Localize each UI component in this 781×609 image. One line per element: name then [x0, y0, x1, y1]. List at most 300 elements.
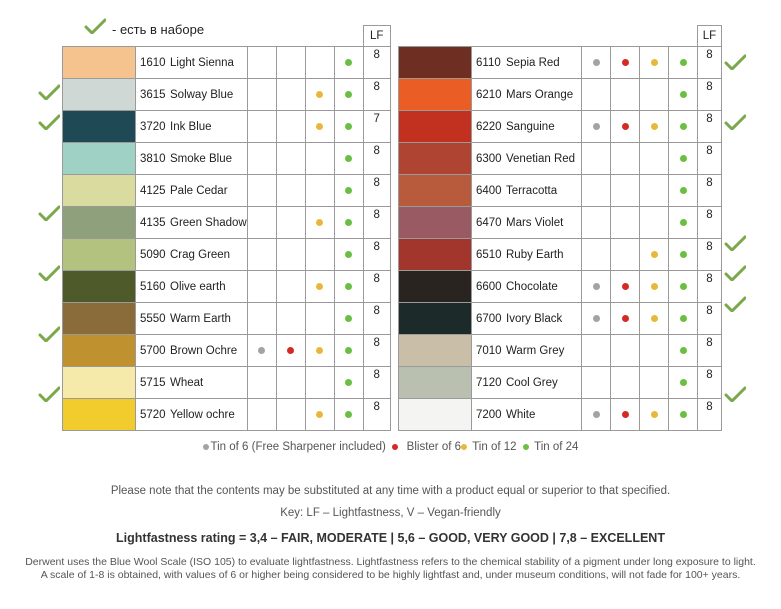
tin12-cell: [305, 399, 334, 431]
tin6-cell: [247, 271, 276, 303]
tin24-cell: [669, 303, 698, 335]
blister-cell: [611, 239, 640, 271]
tin6-cell: [582, 175, 611, 207]
key-line: Key: LF – Lightfastness, V – Vegan-friendly: [280, 507, 501, 519]
color-name: Pale Cedar: [170, 184, 228, 197]
tin12-cell: [305, 335, 334, 367]
color-code: 5090: [140, 248, 166, 261]
color-swatch: [399, 335, 472, 367]
blister-dot-icon: [392, 444, 398, 450]
lightfastness-value: 8: [363, 303, 390, 335]
tin12-cell: [640, 111, 669, 143]
tin24-dot-icon: [680, 347, 687, 354]
tin6-dot-icon: [258, 347, 265, 354]
tin12-cell: [640, 239, 669, 271]
tin6-cell: [582, 207, 611, 239]
tin6-cell: [247, 79, 276, 111]
tin24-cell: [669, 271, 698, 303]
color-swatch: [399, 239, 472, 271]
check-mark-icon: [38, 326, 60, 342]
color-name-cell: [136, 335, 248, 367]
lightfastness-value: 8: [363, 47, 390, 79]
color-row: [399, 79, 722, 111]
color-name-cell: [136, 79, 248, 111]
color-swatch: [63, 303, 136, 335]
color-code: 5550: [140, 312, 166, 325]
footer-line-1: Derwent uses the Blue Wool Scale (ISO 105) to evaluate lightfastness. Lightfastness refers to the chemical stability of a pigment under long exposure to light.: [25, 556, 756, 568]
tin24-dot-icon: [680, 283, 687, 290]
blister-dot-icon: [622, 411, 629, 418]
tin24-dot-icon: [680, 155, 687, 162]
tin24-dot-icon: [680, 411, 687, 418]
tin12-legend-label: Tin of 12: [472, 441, 517, 453]
color-name-cell: [472, 143, 582, 175]
color-name-cell: [136, 111, 248, 143]
tin6-cell: [247, 335, 276, 367]
tin6-dot-icon: [593, 411, 600, 418]
color-name-cell: [472, 79, 582, 111]
color-name-cell: [472, 399, 582, 431]
tin6-dot-icon: [593, 59, 600, 66]
tin12-cell: [640, 271, 669, 303]
footer-line-2: A scale of 1-8 is obtained, with values of 6 or higher being considered to be highly lightfast and, under museum conditions, will not fade for 100+ years.: [40, 569, 741, 581]
color-code: 6400: [476, 184, 502, 197]
left-color-table: [62, 25, 391, 431]
color-name: Mars Orange: [506, 88, 574, 101]
tin24-dot-icon: [680, 315, 687, 322]
tin24-dot-icon: [345, 347, 352, 354]
tin6-cell: [582, 79, 611, 111]
tin24-cell: [334, 271, 363, 303]
color-swatch: [399, 175, 472, 207]
color-name-cell: [136, 143, 248, 175]
tin6-cell: [582, 335, 611, 367]
blister-cell: [611, 111, 640, 143]
tin24-cell: [334, 175, 363, 207]
color-code: 4125: [140, 184, 166, 197]
tin24-cell: [669, 143, 698, 175]
blister-cell: [276, 47, 305, 79]
color-swatch: [63, 239, 136, 271]
tin24-dot-icon: [345, 123, 352, 130]
color-code: 3720: [140, 120, 166, 133]
tin6-legend-label: Tin of 6 (Free Sharpener included): [210, 441, 386, 453]
tin6-cell: [582, 367, 611, 399]
tin24-dot-icon: [680, 123, 687, 130]
color-code: 6210: [476, 88, 502, 101]
color-code: 7120: [476, 376, 502, 389]
tin24-cell: [669, 335, 698, 367]
color-name: Venetian Red: [506, 152, 576, 165]
tin6-cell: [247, 303, 276, 335]
color-code: 5700: [140, 344, 166, 357]
color-name: Smoke Blue: [170, 152, 233, 165]
color-swatch: [399, 367, 472, 399]
check-mark-icon: [724, 54, 746, 70]
check-mark-icon: [38, 265, 60, 281]
tin24-cell: [334, 111, 363, 143]
tin24-dot-icon: [680, 187, 687, 194]
lightfastness-value: 8: [698, 47, 722, 79]
color-code: 6510: [476, 248, 502, 261]
tin12-cell: [305, 207, 334, 239]
color-name: Yellow ochre: [170, 408, 235, 421]
lightfastness-value: 8: [698, 367, 722, 399]
tin24-cell: [669, 175, 698, 207]
check-mark-icon: [38, 114, 60, 130]
blister-cell: [611, 47, 640, 79]
tin6-cell: [582, 111, 611, 143]
color-name-cell: [472, 111, 582, 143]
color-name-cell: [472, 175, 582, 207]
check-mark-icon: [38, 84, 60, 100]
color-row: [399, 111, 722, 143]
color-row: [399, 207, 722, 239]
check-mark-icon: [724, 235, 746, 251]
tin12-dot-icon: [316, 411, 323, 418]
tin6-cell: [582, 47, 611, 79]
lightfastness-value: 8: [363, 143, 390, 175]
lightfastness-value: 7: [363, 111, 390, 143]
color-row: [63, 303, 391, 335]
color-name: Warm Earth: [170, 312, 231, 325]
tin12-cell: [640, 47, 669, 79]
lightfastness-value: 8: [698, 111, 722, 143]
tin12-cell: [305, 175, 334, 207]
tin6-cell: [247, 399, 276, 431]
tin6-cell: [582, 239, 611, 271]
color-name: Solway Blue: [170, 88, 234, 101]
tin24-cell: [334, 335, 363, 367]
tin6-cell: [582, 399, 611, 431]
blister-cell: [276, 367, 305, 399]
lightfastness-rating: Lightfastness rating = 3,4 – FAIR, MODERATE | 5,6 – GOOD, VERY GOOD | 7,8 – EXCELLENT: [116, 531, 665, 545]
lightfastness-value: 8: [363, 175, 390, 207]
tin6-dot-icon: [203, 444, 209, 450]
tin12-cell: [640, 79, 669, 111]
color-name-cell: [136, 175, 248, 207]
tin12-dot-icon: [316, 347, 323, 354]
color-name-cell: [472, 207, 582, 239]
tin24-dot-icon: [680, 379, 687, 386]
blister-cell: [611, 207, 640, 239]
color-name-cell: [136, 207, 248, 239]
color-swatch: [63, 111, 136, 143]
color-swatch: [63, 367, 136, 399]
check-mark-icon: [724, 114, 746, 130]
color-name: Chocolate: [506, 280, 558, 293]
color-name: Ruby Earth: [506, 248, 564, 261]
tin12-cell: [640, 303, 669, 335]
color-code: 6300: [476, 152, 502, 165]
lightfastness-value: 8: [698, 399, 722, 431]
color-row: [63, 335, 391, 367]
lightfastness-value: 8: [698, 335, 722, 367]
color-row: [63, 399, 391, 431]
color-name-cell: [472, 335, 582, 367]
lightfastness-value: 8: [363, 239, 390, 271]
tin24-dot-icon: [680, 91, 687, 98]
tin12-cell: [640, 175, 669, 207]
tin24-dot-icon: [345, 219, 352, 226]
tin12-cell: [305, 111, 334, 143]
check-mark-icon: [724, 386, 746, 402]
check-mark-icon: [38, 205, 60, 221]
tin6-cell: [247, 239, 276, 271]
lightfastness-value: 8: [698, 303, 722, 335]
color-code: 3810: [140, 152, 166, 165]
tin24-cell: [334, 367, 363, 399]
lightfastness-value: 8: [363, 207, 390, 239]
color-code: 6220: [476, 120, 502, 133]
tin12-dot-icon: [651, 283, 658, 290]
color-row: [63, 207, 391, 239]
color-name: Crag Green: [170, 248, 231, 261]
blister-cell: [276, 399, 305, 431]
tin6-cell: [582, 303, 611, 335]
blister-dot-icon: [287, 347, 294, 354]
tin6-cell: [247, 367, 276, 399]
color-swatch: [63, 271, 136, 303]
color-code: 6110: [476, 56, 501, 69]
blister-cell: [276, 335, 305, 367]
color-name-cell: [472, 303, 582, 335]
blister-dot-icon: [622, 283, 629, 290]
packaging-legend: [0, 441, 781, 453]
color-swatch: [63, 207, 136, 239]
tin24-dot-icon: [345, 155, 352, 162]
color-swatch: [63, 143, 136, 175]
color-swatch: [399, 111, 472, 143]
blister-dot-icon: [622, 59, 629, 66]
tin6-cell: [582, 271, 611, 303]
tin24-cell: [334, 143, 363, 175]
color-name: Light Sienna: [170, 56, 234, 69]
tin12-cell: [305, 271, 334, 303]
tin24-cell: [334, 47, 363, 79]
tin12-cell: [640, 399, 669, 431]
tin6-cell: [247, 111, 276, 143]
color-row: [63, 47, 391, 79]
substitution-note: Please note that the contents may be substituted at any time with a product equal or superior to that specified.: [110, 485, 671, 497]
color-code: 6600: [476, 280, 502, 293]
color-name: Wheat: [170, 376, 204, 389]
color-code: 5160: [140, 280, 166, 293]
blister-cell: [276, 79, 305, 111]
color-code: 7010: [476, 344, 502, 357]
blister-dot-icon: [622, 123, 629, 130]
color-row: [399, 367, 722, 399]
tin12-cell: [305, 303, 334, 335]
tin24-cell: [334, 399, 363, 431]
color-name-cell: [472, 239, 582, 271]
lightfastness-value: 8: [698, 271, 722, 303]
color-row: [63, 79, 391, 111]
color-swatch: [63, 175, 136, 207]
color-row: [399, 47, 722, 79]
tin6-dot-icon: [593, 283, 600, 290]
color-row: [399, 335, 722, 367]
color-name-cell: [136, 239, 248, 271]
color-code: 6700: [476, 312, 502, 325]
color-name-cell: [472, 271, 582, 303]
lf-header: LF: [363, 26, 390, 47]
tin12-dot-icon: [651, 251, 658, 258]
color-code: 6470: [476, 216, 502, 229]
blister-cell: [611, 367, 640, 399]
color-name: Green Shadow: [170, 216, 247, 229]
tin12-dot-icon: [316, 91, 323, 98]
color-name-cell: [136, 399, 248, 431]
tin24-dot-icon: [523, 444, 529, 450]
tin24-dot-icon: [345, 315, 352, 322]
color-name: Ink Blue: [170, 120, 212, 133]
tin24-cell: [334, 239, 363, 271]
blister-cell: [276, 207, 305, 239]
tin12-cell: [640, 367, 669, 399]
blister-cell: [276, 303, 305, 335]
color-swatch: [399, 303, 472, 335]
tin24-cell: [669, 47, 698, 79]
blister-cell: [276, 271, 305, 303]
blister-cell: [276, 239, 305, 271]
tin6-dot-icon: [593, 123, 600, 130]
color-name-cell: [472, 367, 582, 399]
tin24-dot-icon: [680, 251, 687, 258]
tin12-dot-icon: [651, 411, 658, 418]
color-name: Sanguine: [506, 120, 555, 133]
tin24-cell: [669, 79, 698, 111]
color-row: [63, 111, 391, 143]
color-swatch: [399, 79, 472, 111]
color-swatch: [63, 399, 136, 431]
blister-legend-label: Blister of 6: [406, 441, 461, 453]
tin12-cell: [640, 143, 669, 175]
tin12-cell: [640, 207, 669, 239]
tin24-dot-icon: [680, 219, 687, 226]
color-code: 1610: [140, 56, 166, 69]
lightfastness-value: 8: [363, 79, 390, 111]
blister-cell: [611, 79, 640, 111]
color-code: 7200: [476, 408, 502, 421]
color-name: White: [506, 408, 536, 421]
tin6-cell: [247, 47, 276, 79]
color-row: [63, 367, 391, 399]
color-swatch: [399, 47, 472, 79]
tin12-cell: [305, 239, 334, 271]
lightfastness-value: 8: [363, 367, 390, 399]
tin24-cell: [334, 303, 363, 335]
color-swatch: [399, 143, 472, 175]
blister-cell: [611, 271, 640, 303]
tin24-cell: [669, 207, 698, 239]
tin24-legend-label: Tin of 24: [534, 441, 579, 453]
blister-cell: [611, 399, 640, 431]
color-swatch: [399, 271, 472, 303]
tin6-cell: [247, 143, 276, 175]
tin12-dot-icon: [651, 59, 658, 66]
tin12-cell: [305, 79, 334, 111]
color-name: Warm Grey: [506, 344, 565, 357]
color-row: [399, 175, 722, 207]
tin24-dot-icon: [345, 251, 352, 258]
in-set-legend-label: - есть в наборе: [112, 22, 205, 37]
color-name: Brown Ochre: [170, 344, 238, 357]
tin24-cell: [669, 367, 698, 399]
color-name-cell: [136, 47, 248, 79]
tin24-dot-icon: [345, 283, 352, 290]
tin12-cell: [305, 143, 334, 175]
tin12-dot-icon: [316, 219, 323, 226]
color-name-cell: [136, 303, 248, 335]
tin24-dot-icon: [345, 411, 352, 418]
color-row: [63, 239, 391, 271]
color-name: Ivory Black: [506, 312, 563, 325]
lightfastness-value: 8: [698, 207, 722, 239]
lightfastness-value: 8: [698, 175, 722, 207]
tin6-cell: [582, 143, 611, 175]
blister-cell: [276, 111, 305, 143]
tin12-cell: [305, 47, 334, 79]
check-mark-icon: [724, 265, 746, 281]
tin12-dot-icon: [461, 444, 467, 450]
color-name: Olive earth: [170, 280, 226, 293]
tin12-dot-icon: [651, 315, 658, 322]
color-swatch: [63, 79, 136, 111]
tin12-dot-icon: [651, 123, 658, 130]
blister-cell: [611, 175, 640, 207]
tin6-cell: [247, 175, 276, 207]
color-name: Sepia Red: [506, 56, 560, 69]
color-name-cell: [136, 367, 248, 399]
color-name: Terracotta: [506, 184, 558, 197]
lightfastness-value: 8: [698, 239, 722, 271]
color-code: 3615: [140, 88, 166, 101]
color-code: 5720: [140, 408, 166, 421]
blister-cell: [276, 175, 305, 207]
color-row: [399, 271, 722, 303]
lightfastness-value: 8: [363, 335, 390, 367]
tin24-dot-icon: [345, 91, 352, 98]
color-row: [399, 239, 722, 271]
right-color-table: [398, 25, 722, 431]
color-row: [399, 399, 722, 431]
tin24-dot-icon: [680, 59, 687, 66]
lf-header: LF: [698, 26, 722, 47]
color-swatch: [63, 47, 136, 79]
color-swatch: [399, 399, 472, 431]
tin24-cell: [334, 79, 363, 111]
color-row: [63, 143, 391, 175]
color-swatch: [399, 207, 472, 239]
lightfastness-value: 8: [698, 79, 722, 111]
tin24-dot-icon: [345, 187, 352, 194]
tin12-cell: [640, 335, 669, 367]
tin12-dot-icon: [316, 283, 323, 290]
tin24-cell: [669, 239, 698, 271]
blister-cell: [276, 143, 305, 175]
color-row: [63, 271, 391, 303]
tin24-cell: [669, 111, 698, 143]
tin24-cell: [334, 207, 363, 239]
color-row: [399, 303, 722, 335]
color-name-cell: [472, 47, 582, 79]
tin12-dot-icon: [316, 123, 323, 130]
blister-cell: [611, 143, 640, 175]
lightfastness-value: 8: [698, 143, 722, 175]
tin6-dot-icon: [593, 315, 600, 322]
lightfastness-value: 8: [363, 399, 390, 431]
